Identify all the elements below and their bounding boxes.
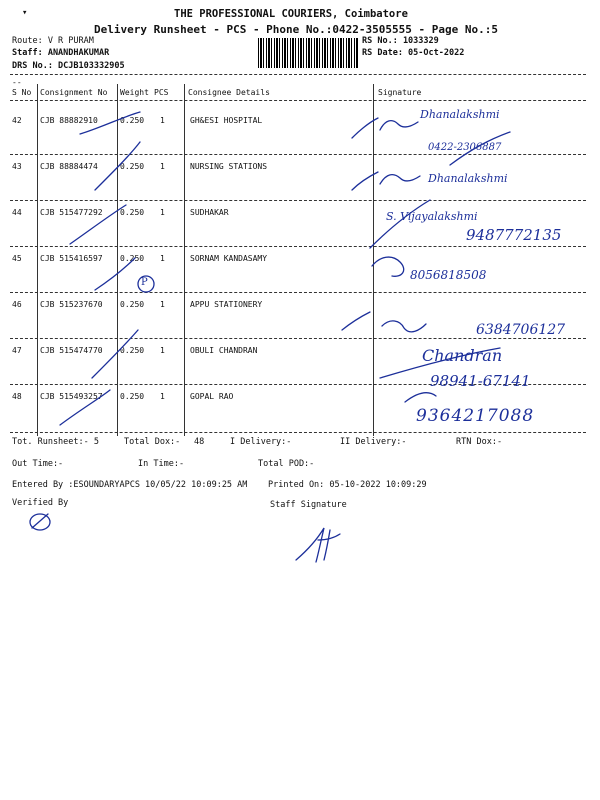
total-dox-label: Total Dox:- (124, 437, 181, 447)
bullet-mark: ▾ (22, 8, 28, 18)
col-header-sno: S No (12, 88, 32, 97)
handwritten-phone: 8056818508 (410, 268, 487, 282)
row-sno: 47 (12, 346, 22, 355)
staff-signature-label: Staff Signature (270, 500, 347, 510)
row-weight: 0.250 (120, 208, 145, 217)
total-dox-value: 48 (194, 437, 205, 447)
row-pcs: 1 (160, 346, 165, 355)
row-sno: 45 (12, 254, 22, 263)
signature-scribble (352, 118, 418, 138)
row-weight: 0.250 (120, 116, 145, 125)
row-weight: 0.250 (120, 300, 145, 309)
printed-on: Printed On: 05-10-2022 10:09:29 (268, 480, 427, 490)
row-weight: 0.250 (120, 162, 145, 171)
signature-scribble (342, 312, 370, 330)
tick-mark (70, 205, 126, 244)
row-sno: 42 (12, 116, 22, 125)
row-pcs: 1 (160, 300, 165, 309)
row-consignee: OBULI CHANDRAN (190, 346, 258, 355)
tick-mark (92, 330, 138, 378)
entered-by: Entered By :ESOUNDARYAPCS 10/05/22 10:09:25 AM (12, 480, 248, 490)
handwritten-phone: 6384706127 (476, 322, 566, 338)
row-sno: 48 (12, 392, 22, 401)
handwritten-phone: 9487772135 (466, 226, 562, 244)
row-consignment: CJB 88882910 (40, 116, 98, 125)
row-consignee: GOPAL RAO (190, 392, 234, 401)
row-consignment: CJB 515416597 (40, 254, 103, 263)
company-title: THE PROFESSIONAL COURIERS, Coimbatore (174, 8, 408, 20)
col-header-consignee: Consignee Details (188, 88, 270, 97)
rs-number: RS No.: 1033329 (362, 36, 439, 46)
row-sno: 46 (12, 300, 22, 309)
handwritten-phone: 9364217088 (416, 406, 535, 426)
tick-mark (95, 258, 135, 290)
signature-scribble (382, 321, 426, 332)
signature-scribble (372, 257, 404, 276)
total-pod: Total POD:- (258, 459, 315, 469)
route-label: Route: V R PURAM (12, 36, 94, 46)
tick-mark (60, 390, 110, 425)
row-pcs: 1 (160, 162, 165, 171)
row-consignment: CJB 88884474 (40, 162, 98, 171)
dash-mark: -- (12, 78, 22, 87)
tot-runsheet: Tot. Runsheet:- 5 (12, 437, 99, 447)
signature-scribble (405, 393, 436, 402)
row-consignment: CJB 515237670 (40, 300, 103, 309)
row-consignment: CJB 515477292 (40, 208, 103, 217)
row-consignee: GH&ESI HOSPITAL (190, 116, 263, 125)
row-weight: 0.250 (120, 254, 145, 263)
ii-delivery: II Delivery:- (340, 437, 407, 447)
row-consignment: CJB 515474770 (40, 346, 103, 355)
handwritten-name: Dhanalakshmi (428, 172, 508, 185)
handwritten-name: Dhanalakshmi (420, 108, 500, 121)
handwritten-name: S. Vijayalakshmi (386, 210, 478, 223)
circled-letter: P (141, 277, 148, 288)
tick-mark (80, 112, 140, 134)
rs-date: RS Date: 05-Oct-2022 (362, 48, 465, 58)
row-consignee: APPU STATIONERY (190, 300, 263, 309)
rtn-dox: RTN Dox:- (456, 437, 503, 447)
handwritten-name: Chandran (422, 346, 503, 365)
in-time: In Time:- (138, 459, 185, 469)
row-consignee: SUDHAKAR (190, 208, 229, 217)
row-weight: 0.250 (120, 346, 145, 355)
row-pcs: 1 (160, 254, 165, 263)
out-time: Out Time:- (12, 459, 64, 469)
tick-mark (95, 142, 140, 190)
handwritten-phone: 98941-67141 (430, 372, 531, 390)
row-consignment: CJB 515493257 (40, 392, 103, 401)
staff-signature-mark (296, 528, 340, 562)
row-consignee: SORNAM KANDASAMY (190, 254, 268, 263)
col-header-consignment: Consignment No (40, 88, 108, 97)
row-weight: 0.250 (120, 392, 145, 401)
row-pcs: 1 (160, 208, 165, 217)
col-header-pcs: PCS (154, 88, 169, 97)
signature-scribble (370, 200, 430, 248)
verified-by: Verified By (12, 498, 69, 508)
i-delivery: I Delivery:- (230, 437, 292, 447)
staff-label: Staff: ANANDHAKUMAR (12, 48, 110, 58)
col-header-weight: Weight (120, 88, 149, 97)
row-sno: 43 (12, 162, 22, 171)
row-pcs: 1 (160, 116, 165, 125)
drs-number: DRS No.: DCJB103332905 (12, 61, 125, 71)
col-header-signature: Signature (378, 88, 422, 97)
row-consignee: NURSING STATIONS (190, 162, 268, 171)
row-pcs: 1 (160, 392, 165, 401)
runsheet-subtitle: Delivery Runsheet - PCS - Phone No.:0422-3505555 - Page No.:5 (94, 23, 498, 36)
row-sno: 44 (12, 208, 22, 217)
handwritten-phone: 0422-2306887 (428, 142, 502, 153)
signature-scribble (352, 172, 420, 190)
